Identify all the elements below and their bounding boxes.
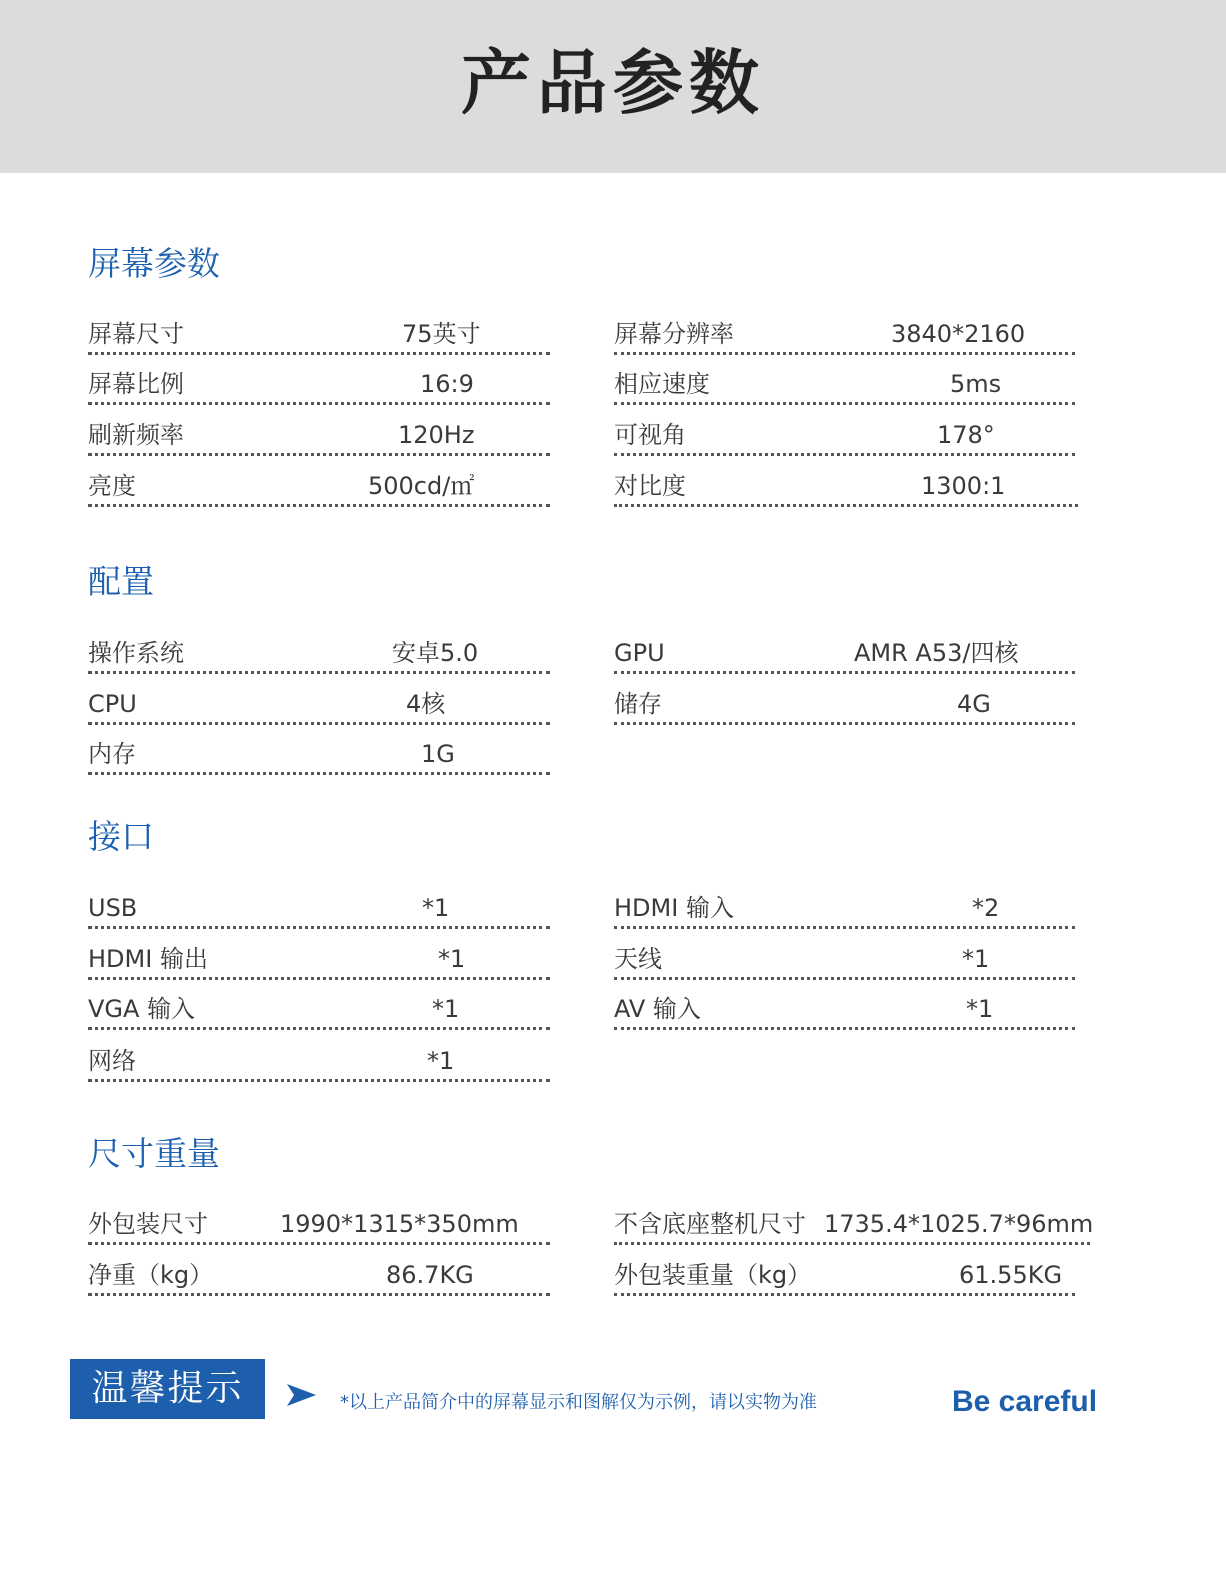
spec-value: 16:9 <box>420 370 474 398</box>
spec-row <box>88 686 550 725</box>
spec-label: 刷新频率 <box>88 421 184 449</box>
spec-row <box>88 1257 550 1296</box>
spec-value: 4核 <box>406 690 446 718</box>
spec-label: 屏幕分辨率 <box>614 320 734 348</box>
spec-label: 操作系统 <box>88 639 184 667</box>
spec-value: *1 <box>438 945 466 973</box>
spec-value: 1G <box>421 740 455 768</box>
spec-row <box>614 991 1075 1030</box>
spec-label: 网络 <box>88 1047 136 1075</box>
spec-row <box>614 686 1075 725</box>
spec-value: 120Hz <box>398 421 475 449</box>
spec-label: 亮度 <box>88 472 136 500</box>
spec-row <box>88 1043 550 1082</box>
spec-label: 屏幕尺寸 <box>88 320 184 348</box>
spec-label: 对比度 <box>614 472 686 500</box>
spec-value: *1 <box>962 945 990 973</box>
spec-row <box>614 366 1075 405</box>
spec-value: 1735.4*1025.7*96mm <box>824 1210 1094 1238</box>
spec-row <box>614 468 1078 507</box>
spec-label: 天线 <box>614 945 662 973</box>
spec-value: 安卓5.0 <box>392 639 479 667</box>
spec-value: *1 <box>432 995 460 1023</box>
spec-value: 178° <box>937 421 995 449</box>
spec-row <box>614 890 1075 929</box>
spec-row <box>88 316 550 355</box>
spec-label: 相应速度 <box>614 370 710 398</box>
tip-english: Be careful <box>952 1385 1098 1418</box>
spec-label: USB <box>88 894 138 922</box>
spec-label: VGA 输入 <box>88 995 196 1023</box>
spec-value: *2 <box>972 894 1000 922</box>
spec-row <box>88 736 550 775</box>
spec-value: 61.55KG <box>959 1261 1063 1289</box>
spec-label: HDMI 输出 <box>88 945 208 973</box>
spec-label: 净重（kg） <box>88 1261 214 1289</box>
header-banner <box>0 0 1226 173</box>
spec-row <box>88 468 550 507</box>
spec-value: *1 <box>427 1047 455 1075</box>
spec-row <box>614 316 1075 355</box>
spec-row <box>88 366 550 405</box>
spec-label: GPU <box>614 639 665 667</box>
spec-value: 1300:1 <box>921 472 1006 500</box>
spec-row <box>88 890 550 929</box>
spec-row <box>614 417 1075 456</box>
page-title: 产品参数 <box>461 42 765 124</box>
spec-value: *1 <box>422 894 450 922</box>
spec-row <box>614 941 1075 980</box>
spec-label: 可视角 <box>614 421 686 449</box>
spec-row <box>614 1257 1075 1296</box>
spec-label: 外包装尺寸 <box>88 1210 208 1238</box>
spec-row <box>614 1206 1094 1245</box>
spec-value: AMR A53/四核 <box>854 639 1019 667</box>
spec-label: 外包装重量（kg） <box>614 1261 812 1289</box>
spec-value: 4G <box>957 690 991 718</box>
spec-label: CPU <box>88 690 137 718</box>
spec-row <box>88 1206 550 1245</box>
spec-value: *1 <box>966 995 994 1023</box>
spec-label: HDMI 输入 <box>614 894 734 922</box>
spec-value: 3840*2160 <box>891 320 1026 348</box>
spec-row <box>88 941 550 980</box>
spec-value: 86.7KG <box>386 1261 474 1289</box>
section-title-config: 配置 <box>88 562 154 601</box>
spec-value: 75英寸 <box>402 320 481 348</box>
section-title-size-weight: 尺寸重量 <box>88 1134 220 1173</box>
spec-value: 5ms <box>950 370 1002 398</box>
spec-label: 不含底座整机尺寸 <box>614 1210 806 1238</box>
spec-row <box>614 635 1075 674</box>
spec-label: 内存 <box>88 740 136 768</box>
spec-label: 屏幕比例 <box>88 370 184 398</box>
spec-value: 1990*1315*350mm <box>280 1210 519 1238</box>
spec-label: AV 输入 <box>614 995 701 1023</box>
spec-label: 储存 <box>614 690 662 718</box>
arrow-right-icon <box>285 1383 317 1407</box>
spec-row <box>88 417 550 456</box>
section-title-ports: 接口 <box>88 817 154 856</box>
spec-row <box>88 991 550 1030</box>
spec-value: 500cd/㎡ <box>368 472 475 500</box>
tip-badge: 温馨提示 <box>70 1359 265 1419</box>
tip-note: *以上产品简介中的屏幕显示和图解仅为示例，请以实物为准 <box>340 1392 817 1413</box>
section-title-screen: 屏幕参数 <box>88 244 220 283</box>
spec-row <box>88 635 550 674</box>
